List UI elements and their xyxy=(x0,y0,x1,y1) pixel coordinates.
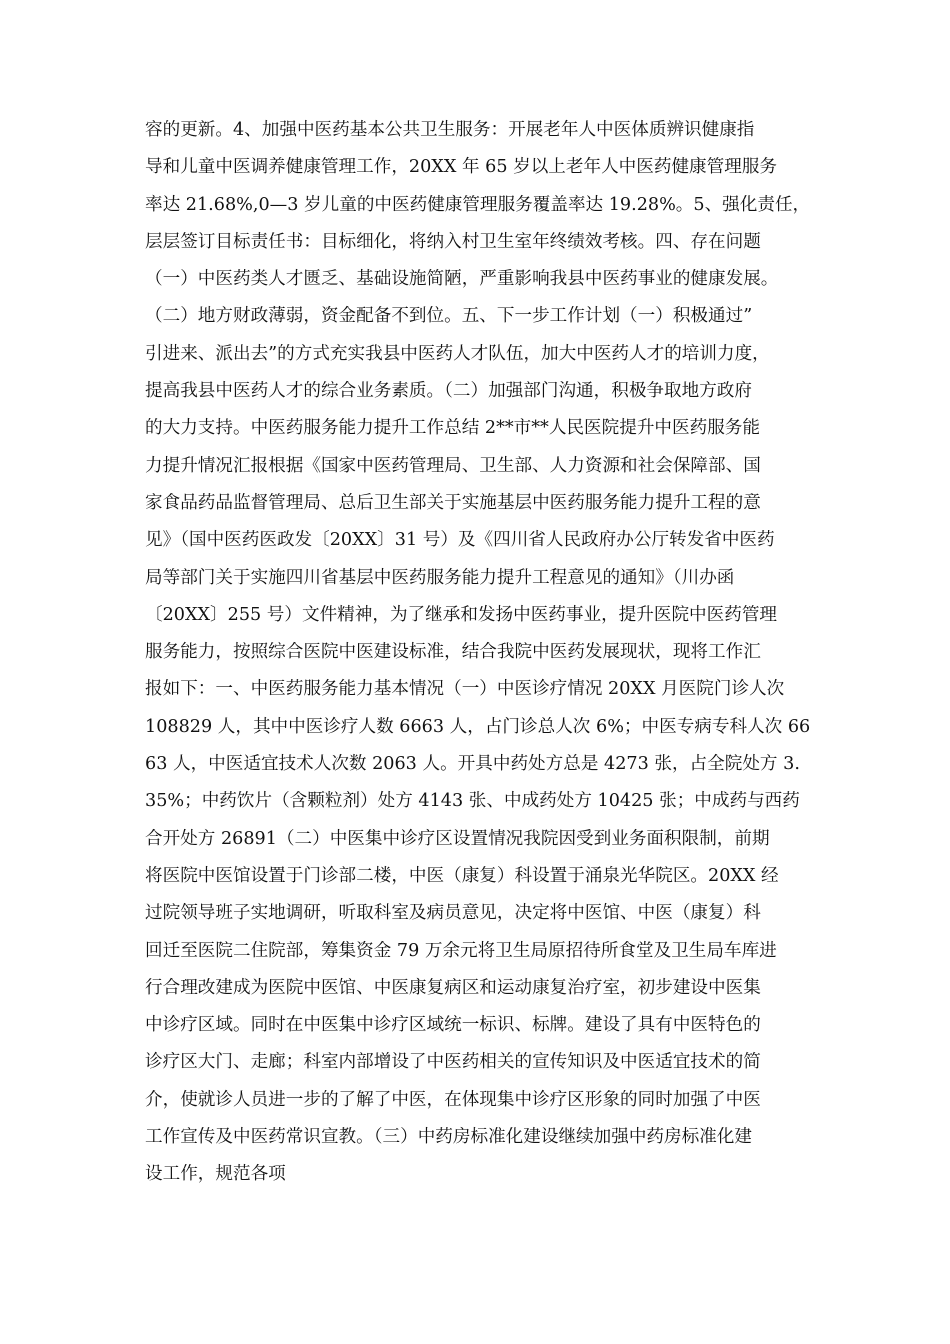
text-line-24: 行合理改建成为医院中医馆、中医康复病区和运动康复治疗室，初步建设中医集 xyxy=(145,977,761,998)
text-line-26: 诊疗区大门、走廊；科室内部增设了中医药相关的宣传知识及中医适宜技术的简 xyxy=(145,1052,761,1073)
text-line-7: 引进来、派出去”的方式充实我县中医药人才队伍，加大中医药人才的培训力度， xyxy=(145,343,770,364)
text-line-19: 35%；中药饮片（含颗粒剂）处方 4143 张、中成药处方 10425 张；中成药与西药 xyxy=(145,791,800,812)
text-line-14: 〔20XX〕255 号）文件精神，为了继承和发扬中医药事业，提升医院中医药管理 xyxy=(145,604,778,625)
text-line-23: 回迁至医院二住院部，筹集资金 79 万余元将卫生局原招待所食堂及卫生局车库进 xyxy=(145,940,777,961)
text-line-8: 提高我县中医药人才的综合业务素质。（二）加强部门沟通，积极争取地方政府 xyxy=(145,381,752,402)
text-line-18: 63 人，中医适宜技术人次数 2063 人。开具中药处方总是 4273 张，占全院处方 3. xyxy=(145,754,800,775)
text-line-20: 合开处方 26891（二）中医集中诊疗区设置情况我院因受到业务面积限制，前期 xyxy=(145,828,770,849)
text-line-12: 见》（国中医药医政发〔20XX〕31 号）及《四川省人民政府办公厅转发省中医药 xyxy=(145,530,775,551)
text-line-3: 率达 21.68%,0—3 岁儿童的中医药健康管理服务覆盖率达 19.28%。5、强化责任， xyxy=(145,194,811,215)
text-line-17: 108829 人，其中中医诊疗人数 6663 人，占门诊总人次 6%；中医专病专科人次 66 xyxy=(145,716,811,737)
text-line-22: 过院领导班子实地调研，听取科室及病员意见，决定将中医馆、中医（康复）科 xyxy=(145,903,761,924)
text-line-9: 的大力支持。中医药服务能力提升工作总结 2**市**人民医院提升中医药服务能 xyxy=(145,418,760,439)
text-line-2: 导和儿童中医调养健康管理工作，20XX 年 65 岁以上老年人中医药健康管理服务 xyxy=(145,157,778,178)
text-line-29: 设工作，规范各项 xyxy=(145,1164,286,1185)
text-line-4: 层层签订目标责任书：目标细化，将纳入村卫生室年终绩效考核。四、存在问题 xyxy=(145,231,761,252)
text-line-25: 中诊疗区域。同时在中医集中诊疗区域统一标识、标牌。建设了具有中医特色的 xyxy=(145,1015,761,1036)
text-line-11: 家食品药品监督管理局、总后卫生部关于实施基层中医药服务能力提升工程的意 xyxy=(145,492,761,513)
text-line-6: （二）地方财政薄弱，资金配备不到位。五、下一步工作计划（一）积极通过” xyxy=(145,306,753,327)
text-line-5: （一）中医药类人才匮乏、基础设施简陋，严重影响我县中医药事业的健康发展。 xyxy=(145,269,779,290)
text-line-13: 局等部门关于实施四川省基层中医药服务能力提升工程意见的通知》（川办函 xyxy=(145,567,735,588)
text-line-1: 容的更新。4、加强中医药基本公共卫生服务：开展老年人中医体质辨识健康指 xyxy=(145,120,755,140)
text-line-27: 介，使就诊人员进一步的了解了中医，在体现集中诊疗区形象的同时加强了中医 xyxy=(145,1089,761,1110)
text-line-15: 服务能力，按照综合医院中医建设标准，结合我院中医药发展现状，现将工作汇 xyxy=(145,642,761,663)
text-line-16: 报如下：一、中医药服务能力基本情况（一）中医诊疗情况 20XX 月医院门诊人次 xyxy=(145,679,785,700)
body-text xyxy=(145,112,835,1194)
text-line-28: 工作宣传及中医药常识宣教。（三）中药房标准化建设继续加强中药房标准化建 xyxy=(145,1127,752,1148)
text-line-21: 将医院中医馆设置于门诊部二楼，中医（康复）科设置于涌泉光华院区。20XX 经 xyxy=(145,865,779,886)
text-line-10: 力提升情况汇报根据《国家中医药管理局、卫生部、人力资源和社会保障部、国 xyxy=(145,455,761,476)
